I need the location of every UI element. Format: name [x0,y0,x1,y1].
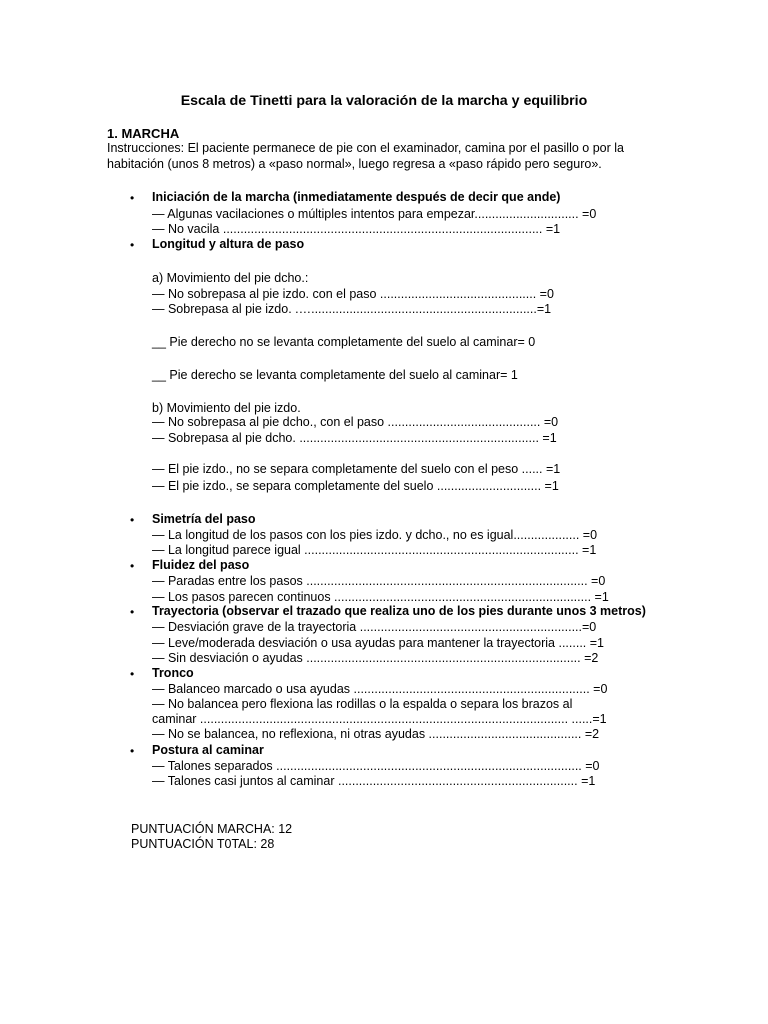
bullet-icon: • [130,191,135,205]
trayectoria-option-2: — Leve/moderada desviación o usa ayudas para mantener la trayectoria ........ =1 [152,636,604,650]
section-heading: 1. MARCHA [107,126,180,141]
bullet-icon: • [130,667,135,681]
longitud-b-option-2: — Sobrepasa al pie dcho. ..................................................................... =1 [152,431,557,445]
trayectoria-option-3: — Sin desviación o ayudas ............................................................................... =2 [152,651,599,665]
item-trayectoria-label: Trayectoria (observar el trazado que realiza uno de los pies durante unos 3 metros) [152,604,646,618]
tronco-option-2-line-2: caminar .......................................................................................................... ......=1 [152,712,607,726]
bullet-icon: • [130,513,135,527]
iniciacion-option-2: — No vacila ............................................................................................ =1 [152,222,561,236]
bullet-icon: • [130,238,135,252]
longitud-a-option-2: — Sobrepasa al pie izdo. .….................................................................=1 [152,302,552,316]
postura-option-1: — Talones separados ........................................................................................ =0 [152,759,600,773]
tronco-option-2-line-1: — No balancea pero flexiona las rodillas o la espalda o separa los brazos al [152,697,573,711]
tronco-option-3: — No se balancea, no reflexiona, ni otras ayudas ............................................ =2 [152,727,600,741]
longitud-b-lift-1: — El pie izdo., no se separa completamente del suelo con el peso ...... =1 [152,462,561,476]
fluidez-option-2: — Los pasos parecen continuos .......................................................................... =1 [152,590,609,604]
score-total: PUNTUACIÓN T0TAL: 28 [131,837,275,851]
longitud-a-lift-0: __ Pie derecho no se levanta completamente del suelo al caminar= 0 [152,335,536,349]
longitud-a-lift-1: __ Pie derecho se levanta completamente del suelo al caminar= 1 [152,368,518,382]
instructions-line-2: habitación (unos 8 metros) a «paso normal», luego regresa a «paso rápido pero seguro». [107,157,602,171]
bullet-icon: • [130,744,135,758]
document-title: Escala de Tinetti para la valoración de la marcha y equilibrio [180,93,588,109]
longitud-b-heading: b) Movimiento del pie izdo. [152,401,301,415]
longitud-b-option-1: — No sobrepasa al pie dcho., con el paso ............................................ =0 [152,415,559,429]
item-fluidez-label: Fluidez del paso [152,558,250,572]
longitud-a-heading: a) Movimiento del pie dcho.: [152,271,309,285]
tronco-option-1: — Balanceo marcado o usa ayudas .................................................................... =0 [152,682,608,696]
item-tronco-label: Tronco [152,666,194,680]
item-simetria-label: Simetría del paso [152,512,256,526]
item-iniciacion-label: Iniciación de la marcha (inmediatamente después de decir que ande) [152,190,561,204]
bullet-icon: • [130,605,135,619]
item-postura-label: Postura al caminar [152,743,264,757]
instructions-line-1: Instrucciones: El paciente permanece de pie con el examinador, camina por el pasillo o por la [107,141,624,155]
iniciacion-option-1: — Algunas vacilaciones o múltiples intentos para empezar.............................. =0 [152,207,597,221]
simetria-option-1: — La longitud de los pasos con los pies izdo. y dcho., no es igual................... =0 [152,528,598,542]
item-longitud-label: Longitud y altura de paso [152,237,305,251]
trayectoria-option-1: — Desviación grave de la trayectoria ................................................................=0 [152,620,597,634]
bullet-icon: • [130,559,135,573]
score-marcha: PUNTUACIÓN MARCHA: 12 [131,822,293,836]
postura-option-2: — Talones casi juntos al caminar ..................................................................... =1 [152,774,596,788]
longitud-b-lift-2: — El pie izdo., se separa completamente del suelo .............................. =1 [152,479,559,493]
fluidez-option-1: — Paradas entre los pasos ................................................................................. =0 [152,574,606,588]
simetria-option-2: — La longitud parece igual ............................................................................... =1 [152,543,597,557]
longitud-a-option-1: — No sobrepasa al pie izdo. con el paso ............................................. =0 [152,287,554,301]
